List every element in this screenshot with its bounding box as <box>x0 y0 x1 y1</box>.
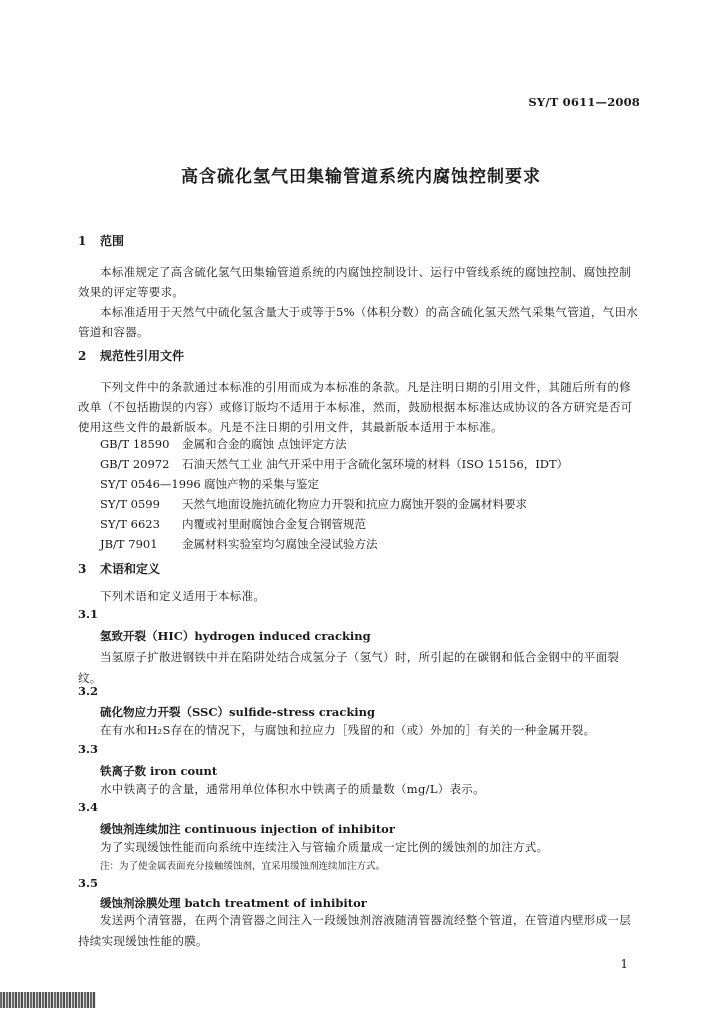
term-note: 注：为了使金属表面充分接触缓蚀剂，宜采用缓蚀剂连续加注方式。 <box>100 861 386 872</box>
document-title: 高含硫化氢气田集输管道系统内腐蚀控制要求 <box>181 167 541 187</box>
reference-title: 石油天然气工业 油气开采中用于含硫化氢环境的材料（ISO 15156，IDT） <box>182 457 569 471</box>
term-definition: 水中铁离子的含量，通常用单位体积水中铁离子的质量数（mg/L）表示。 <box>100 782 485 796</box>
term-number: 3.1 <box>78 607 99 621</box>
term-title: 硫化物应力开裂（SSC）sulfide-stress cracking <box>100 705 376 719</box>
reference-code: GB/T 18590 <box>100 437 170 451</box>
term-title: 缓蚀剂连续加注 continuous injection of inhibitor <box>100 822 395 836</box>
term-number: 3.4 <box>78 800 99 814</box>
section-number: 3 <box>78 562 87 576</box>
reference-code: SY/T 0546—1996 <box>100 477 201 491</box>
reference-title: 金属材料实验室均匀腐蚀全浸试验方法 <box>182 537 378 551</box>
scan-artifact <box>0 992 96 1008</box>
section-3-intro: 下列术语和定义适用于本标准。 <box>100 589 266 603</box>
term-definition: 发送两个清管器，在两个清管器之间注入一段缓蚀剂溶液随清管器流经整个管道，在管道内壁形成一层持续实现缓蚀性能的膜。 <box>78 913 631 948</box>
section-title: 范围 <box>100 234 125 248</box>
reference-title: 金属和合金的腐蚀 点蚀评定方法 <box>182 437 347 451</box>
reference-item <box>100 516 366 532</box>
reference-item <box>100 436 347 452</box>
reference-item <box>100 456 568 472</box>
term-title: 氢致开裂（HIC）hydrogen induced cracking <box>100 629 371 643</box>
term-title: 缓蚀剂涂膜处理 batch treatment of inhibitor <box>100 896 367 910</box>
page-number: 1 <box>620 957 628 971</box>
section-2-paragraph: 下列文件中的条款通过本标准的引用而成为本标准的条款。凡是注明日期的引用文件，其随后所有的修改单（不包括勘误的内容）或修订版均不适用于本标准，然而，鼓励根据本标准达成协议的各方研究是否可使用这些文件的最新版本。凡是不注日期的引用文件，其最新版本适用于本标准。 <box>78 380 633 434</box>
term-number: 3.3 <box>78 742 99 756</box>
reference-code: GB/T 20972 <box>100 457 170 471</box>
section-title: 规范性引用文件 <box>100 349 185 363</box>
reference-code: SY/T 6623 <box>100 517 160 531</box>
term-definition: 为了实现缓蚀性能而向系统中连续注入与管输介质量成一定比例的缓蚀剂的加注方式。 <box>100 840 549 854</box>
reference-code: SY/T 0599 <box>100 497 160 511</box>
term-number: 3.2 <box>78 684 99 698</box>
reference-title: 内覆或衬里耐腐蚀合金复合钢管规范 <box>182 517 366 531</box>
section-1-paragraph-1: 本标准规定了高含硫化氢气田集输管道系统的内腐蚀控制设计、运行中管线系统的腐蚀控制、腐蚀控制效果的评定等要求。 <box>78 265 631 299</box>
section-title: 术语和定义 <box>100 562 161 576</box>
reference-code: JB/T 7901 <box>100 537 158 551</box>
reference-title: 腐蚀产物的采集与鉴定 <box>204 477 319 491</box>
section-number: 1 <box>78 234 87 248</box>
reference-item <box>100 536 378 552</box>
reference-title: 天然气地面设施抗硫化物应力开裂和抗应力腐蚀开裂的金属材料要求 <box>182 497 527 511</box>
term-title: 铁离子数 iron count <box>100 764 218 778</box>
reference-item <box>100 496 527 512</box>
standard-code-header: SY/T 0611—2008 <box>528 95 640 109</box>
reference-item <box>100 476 319 492</box>
section-1-heading <box>78 232 124 249</box>
section-2-heading <box>78 347 184 364</box>
term-definition: 当氢原子扩散进钢铁中并在陷阱处结合成氢分子（氢气）时，所引起的在碳钢和低合金钢中的平面裂纹。 <box>78 650 620 685</box>
section-1-paragraph-2: 本标准适用于天然气中硫化氢含量大于或等于5%（体积分数）的高含硫化氢天然气采集气管道，气田水管道和容器。 <box>78 305 639 339</box>
section-3-heading <box>78 560 160 577</box>
term-number: 3.5 <box>78 876 99 890</box>
term-definition: 在有水和H₂S存在的情况下，与腐蚀和拉应力［残留的和（或）外加的］有关的一种金属开裂。 <box>100 723 596 737</box>
section-number: 2 <box>78 349 87 363</box>
